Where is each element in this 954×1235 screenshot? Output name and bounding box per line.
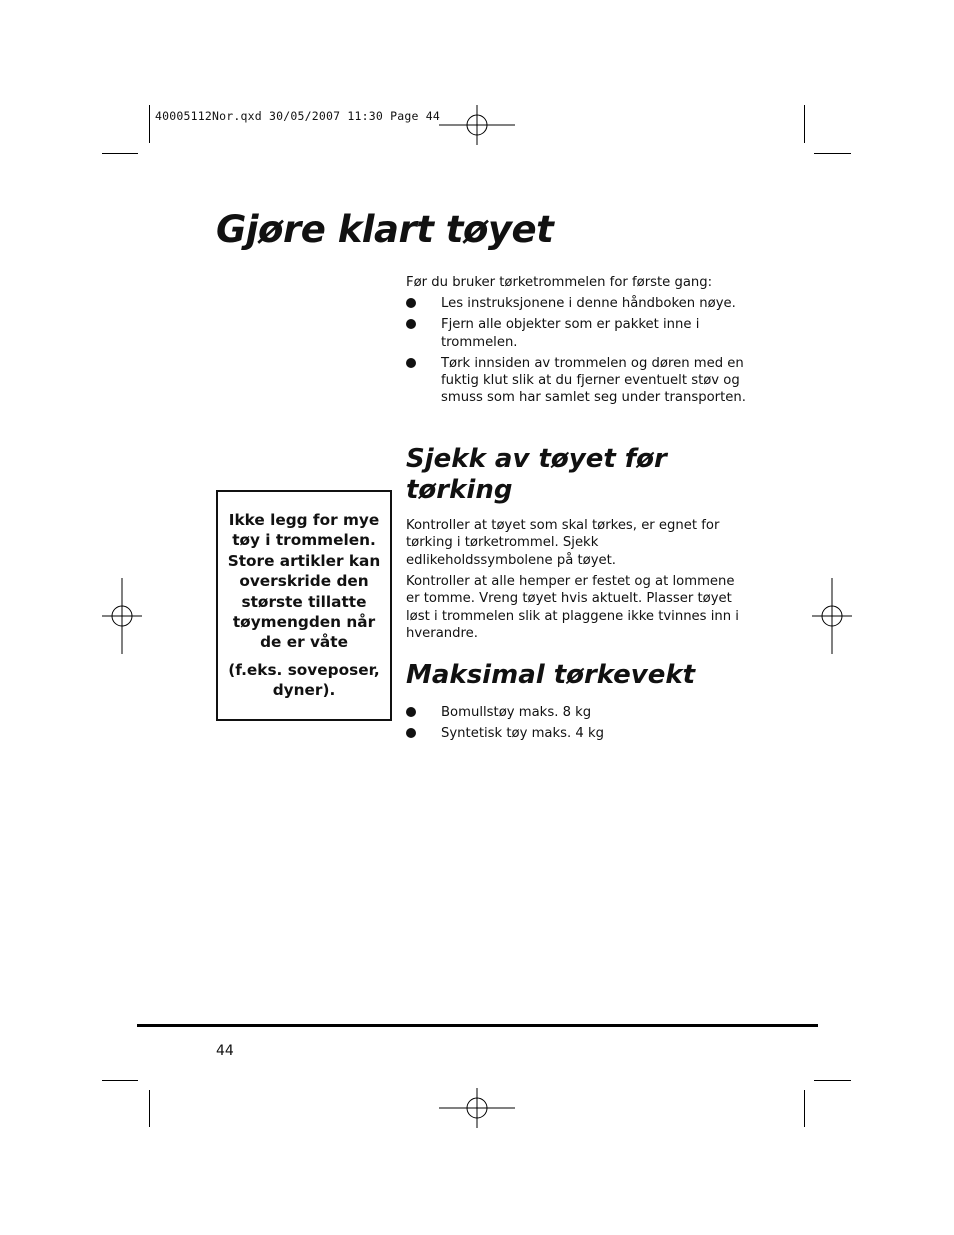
warning-example: (f.eks. soveposer, dyner). [228,661,380,700]
bullet-icon [406,358,416,368]
warning-box [216,490,392,721]
list-item: Tørk innsiden av trommelen og døren med en fuktig klut slik at du fjerner eventuelt støv og smuss som har samlet seg under transporten. [406,355,746,407]
registration-mark-icon [439,1070,515,1146]
page-number: 44 [216,1043,234,1059]
registration-mark-icon [84,578,160,654]
page-title: Gjøre klart tøyet [216,208,554,251]
bullet-icon [406,298,416,308]
bullet-icon [406,728,416,738]
weight-list [406,704,746,747]
paragraph: Kontroller at alle hemper er festet og at lommene er tomme. Vreng tøyet hvis aktuelt. Plasser tøyet løst i trommelen slik at plaggene ikke tvinnes inn i hverandre. [406,574,739,641]
intro-text: Før du bruker tørketrommelen for første gang: [406,275,713,290]
list-item: Fjern alle objekter som er pakket inne i trommelen. [406,316,746,351]
bullet-icon [406,319,416,329]
registration-mark-icon [794,578,870,654]
list-item: Bomullstøy maks. 8 kg [406,704,746,721]
section-heading-max-weight: Maksimal tørkevekt [406,660,696,690]
bullet-icon [406,707,416,717]
paragraph: Kontroller at tøyet som skal tørkes, er egnet for tørking i tørketrommel. Sjekk edlikeholdssymbolene på tøyet. [406,518,720,568]
print-slug: 40005112Nor.qxd 30/05/2007 11:30 Page 44 [155,109,440,123]
registration-mark-icon [439,87,515,163]
preparation-list [406,295,746,411]
footer-rule [137,1024,818,1027]
warning-text: Ikke legg for mye tøy i trommelen. Store artikler kan overskride den største tillatte tøymengden når de er våte [227,511,381,652]
list-item: Syntetisk tøy maks. 4 kg [406,725,746,742]
list-item: Les instruksjonene i denne håndboken nøye. [406,295,746,312]
section-heading-check: Sjekk av tøyet før tørking [406,444,667,505]
